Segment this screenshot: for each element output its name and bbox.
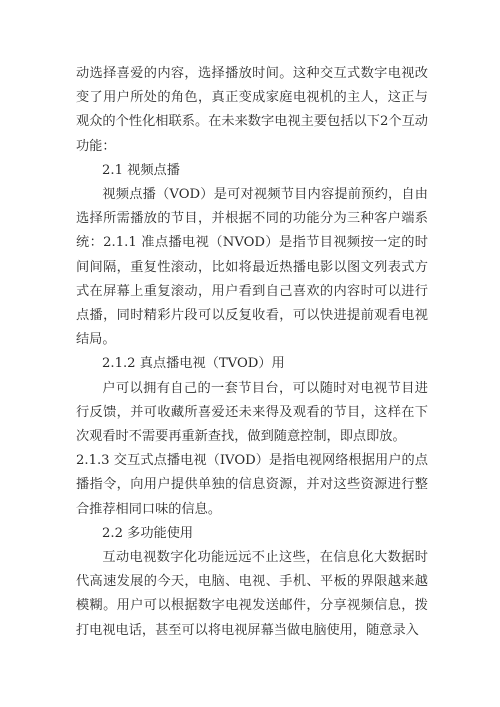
paragraph-vod: 视频点播（VOD）是可对视频节目内容提前预约，自由选择所需播放的节目，并根据不同的功能分为三种客户端系统：2.1.1 准点播电视（NVOD）是指节目视频按一定的时间间隔，重复性滚动，比如将最近热播电影以图文列表式方式在屏幕上重复滚动，用户看到自己喜欢的内容时可以进行点播，同时精彩片段可以反复收看，可以快进提前观看电视结局。 <box>76 187 428 348</box>
paragraph-multifunction: 互动电视数字化功能远远不止这些，在信息化大数据时代高速发展的今天，电脑、电视、手机、平板的界限越来越模糊。用户可以根据数字电视发送邮件，分享视频信息，拨打电视电话，甚至可以将电视屏幕当做电脑使用，随意录入 <box>76 550 428 638</box>
paragraph-tvod: 户可以拥有自己的一套节目台，可以随时对电视节目进行反馈，并可收藏所喜爱还未来得及观看的节目，这样在下次观看时不需要再重新查找，做到随意控制，即点即放。 <box>76 380 428 445</box>
section-heading-multifunction: 2.2 多功能使用 <box>102 525 194 541</box>
section-heading-tvod: 2.1.2 真点播电视（TVOD）用 <box>102 356 285 372</box>
document-body <box>76 62 428 643</box>
paragraph-intro: 动选择喜爱的内容，选择播放时间。这种交互式数字电视改变了用户所处的角色，真正变成家庭电视机的主人，这正与观众的个性化相联系。在未来数字电视主要包括以下2个互动功能： <box>76 66 428 154</box>
paragraph-ivod: 2.1.3 交互式点播电视（IVOD）是指电视网络根据用户的点播指令，向用户提供单独的信息资源，并对这些资源进行整合推荐相同口味的信息。 <box>76 453 428 517</box>
section-heading-vod: 2.1 视频点播 <box>102 162 180 178</box>
